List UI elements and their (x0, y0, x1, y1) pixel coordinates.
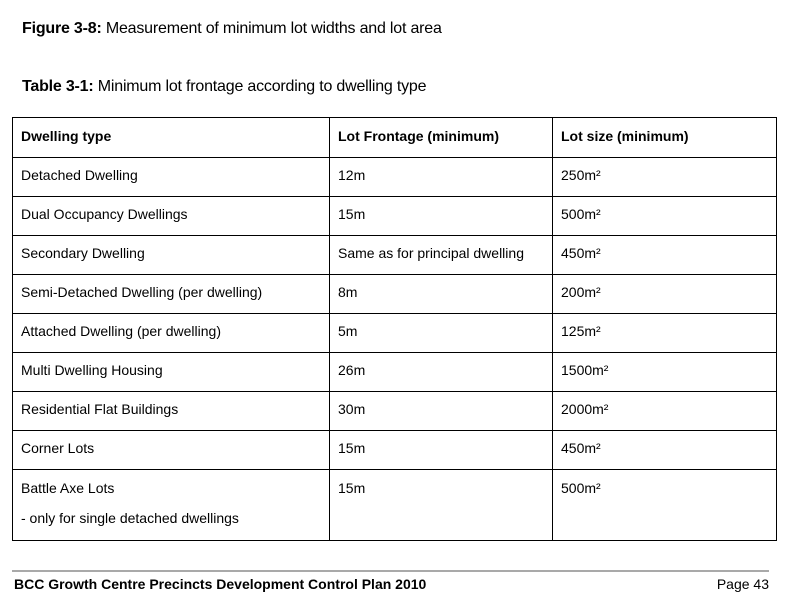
table-row (13, 392, 777, 431)
table-row (13, 158, 777, 197)
cell-lot-frontage: 15m (330, 431, 553, 470)
cell-dwelling-type-note: - only for single detached dwellings (21, 510, 239, 526)
cell-lot-size: 125m² (553, 314, 777, 353)
cell-lot-size: 2000m² (553, 392, 777, 431)
table-caption-text: Minimum lot frontage according to dwelling type (93, 78, 427, 95)
header-lot-frontage: Lot Frontage (minimum) (330, 118, 553, 158)
table-row (13, 197, 777, 236)
cell-dwelling-type: Multi Dwelling Housing (13, 353, 330, 392)
cell-lot-size: 200m² (553, 275, 777, 314)
table-header-row (13, 118, 777, 158)
cell-lot-frontage: 8m (330, 275, 553, 314)
cell-lot-size: 450m² (553, 236, 777, 275)
cell-dwelling-type: Attached Dwelling (per dwelling) (13, 314, 330, 353)
table-caption-label: Table 3-1: (22, 78, 94, 95)
cell-lot-size: 1500m² (553, 353, 777, 392)
cell-lot-frontage: 15m (330, 197, 553, 236)
cell-lot-frontage: Same as for principal dwelling (330, 236, 553, 275)
table-row (13, 314, 777, 353)
cell-dwelling-type: Semi-Detached Dwelling (per dwelling) (13, 275, 330, 314)
cell-dwelling-type: Detached Dwelling (13, 158, 330, 197)
table-caption (22, 78, 426, 96)
cell-lot-frontage: 26m (330, 353, 553, 392)
table-row (13, 431, 777, 470)
cell-lot-size: 450m² (553, 431, 777, 470)
cell-lot-frontage: 5m (330, 314, 553, 353)
cell-dwelling-type-label: Battle Axe Lots (21, 480, 115, 496)
cell-dwelling-type: Dual Occupancy Dwellings (13, 197, 330, 236)
footer-document-title: BCC Growth Centre Precincts Development Control Plan 2010 (14, 576, 427, 592)
cell-dwelling-type: Residential Flat Buildings (13, 392, 330, 431)
cell-dwelling-type: Corner Lots (13, 431, 330, 470)
cell-dwelling-type: Secondary Dwelling (13, 236, 330, 275)
cell-lot-size: 500m² (553, 470, 777, 541)
table-row (13, 470, 777, 541)
header-dwelling-type: Dwelling type (13, 118, 330, 158)
figure-caption-label: Figure 3-8: (22, 20, 102, 37)
table-row (13, 275, 777, 314)
lot-frontage-table (12, 117, 777, 541)
cell-lot-frontage: 15m (330, 470, 553, 541)
cell-lot-frontage: 12m (330, 158, 553, 197)
figure-caption (22, 20, 442, 38)
header-lot-size: Lot size (minimum) (553, 118, 777, 158)
footer-divider (12, 570, 769, 572)
table-row (13, 353, 777, 392)
cell-lot-frontage: 30m (330, 392, 553, 431)
cell-dwelling-type (13, 470, 330, 541)
footer-page-number: Page 43 (716, 576, 769, 592)
cell-lot-size: 250m² (553, 158, 777, 197)
figure-caption-text: Measurement of minimum lot widths and lot area (101, 20, 442, 37)
cell-lot-size: 500m² (553, 197, 777, 236)
table-row (13, 236, 777, 275)
